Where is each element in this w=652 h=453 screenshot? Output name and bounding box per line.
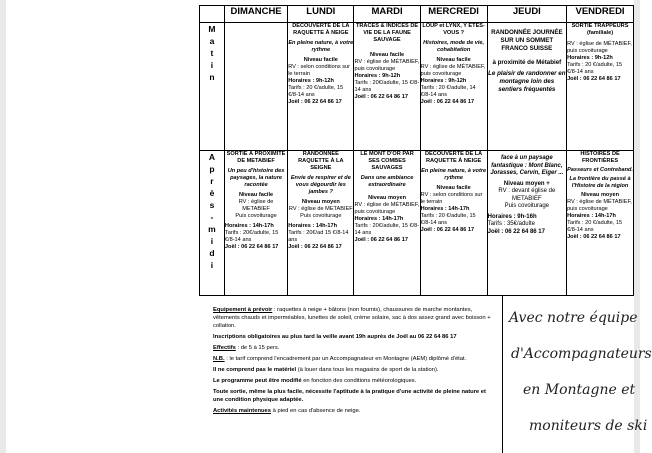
cell-dimanche-apres-midi: SORTIE À PROXIMITÉ DE METABIEF Un peu d'histoire des paysages, la nature racontée Niveau facile RV : église de METABIEF Puis covoiturage Horaires : 14h-17h Tarifs : 20€/adulte, 15 €/8-14 ans Joël : 06 22 64 86 17 bbox=[224, 151, 287, 296]
script-line: moniteurs de ski bbox=[529, 418, 648, 434]
programme-bold: Le programme peut être modifié bbox=[213, 378, 302, 384]
script-line: d'Accompagnateurs bbox=[511, 346, 652, 362]
nb-text: : le tarif comprend l'encadrement par un Accompagnateur en Montagne (AEM) diplômé d'état. bbox=[224, 356, 467, 362]
day-header: VENDREDI bbox=[567, 6, 634, 23]
activites-label: Activités maintenues bbox=[213, 408, 271, 414]
cell-mercredi-matin: LOUP et LYNX, Y ÊTES-VOUS ? Histoires, mode de vie, cohabitation Niveau facile RV : église de MÉTABIEF, puis covoiturage Horaires : 9h-12h Tarifs : 20 €/adulte, 14 €/8-14 ans Joël : 06 22 64 86 17 bbox=[420, 23, 487, 151]
inscriptions-text: Inscriptions obligatoires au plus tard la veille avant 19h auprès de Joël au 06 22 64 86 17 bbox=[213, 334, 457, 340]
effectifs-label: Effectifs bbox=[213, 345, 236, 351]
period-afternoon: A p r è s - m i d i bbox=[200, 151, 225, 296]
equip-label: Equipement à prévoir bbox=[213, 307, 273, 313]
period-morning: M a t i n bbox=[200, 23, 225, 151]
script-text-block bbox=[503, 296, 652, 453]
day-header: MARDI bbox=[354, 6, 420, 23]
activites-text: à pied en cas d'absence de neige. bbox=[271, 408, 361, 414]
day-header: JEUDI bbox=[487, 6, 566, 23]
corner-cell bbox=[200, 6, 225, 23]
cell-mercredi-apres-midi: DÉCOUVERTE DE LA RAQUETTE À NEIGE En pleine nature, à votre rythme Niveau facile RV : selon conditions sur le terrain Horaires : 14h-17h Tarifs : 20 €/adulte, 15 €/8-14 ans Joël : 06 22 64 86 17 bbox=[420, 151, 487, 296]
nb-label: N.B. bbox=[213, 356, 225, 362]
script-line: Avec notre équipe bbox=[509, 310, 638, 326]
schedule-table bbox=[199, 5, 634, 296]
day-header: DIMANCHE bbox=[224, 6, 287, 23]
effectifs-text: : de 5 à 15 pers. bbox=[235, 345, 280, 351]
cell-lundi-apres-midi: RANDONNÉE RAQUETTE À LA SEIGNE Envie de respirer et de vous dégourdir les jambes ? Niveau moyen RV : église de METABIEF Puis covoiturage Horaires : 14h-17h Tarifs : 20€/ad 15 €/8-14 ans Joël : 06 22 64 86 17 bbox=[288, 151, 354, 296]
cell-mardi-apres-midi: LE MONT D'OR PAR SES COMBES SAUVAGES Dans une ambiance extraordinaire Niveau moyen RV : église de MÉTABIEF, puis covoiturage Horaires : 14h-17h Tarifs : 20€/adulte, 15 €/8-14 ans Joël : 06 22 64 86 17 bbox=[354, 151, 420, 296]
cell-jeudi-apres-midi: face à un paysage fantastique : Mont Blanc, Jorasses, Cervin, Eiger ... Niveau moyen + RV : devant église de METABIEF Puis covoiturage Horaires : 9h-16h Tarifs : 35€/adulte Joël : 06 22 64 86 17 bbox=[487, 151, 566, 296]
equip-text: : raquettes à neige + bâtons (non fournis), chaussures de marche montantes, vêtements chauds et imperméables, lunettes de soleil, crème solaire, sac à dos assez grand avec boisson + collation. bbox=[213, 307, 491, 329]
cell-lundi-matin: DÉCOUVERTE DE LA RAQUETTE À NEIGE En pleine nature, à votre rythme Niveau facile RV : selon conditions sur le terrain Horaires : 9h-12h Tarifs : 20 €/adulte, 15 €/8-14 ans Joël : 06 22 64 86 17 bbox=[288, 23, 354, 151]
page-edge-left bbox=[0, 0, 6, 453]
cell-jeudi-matin: RANDONNÉE JOURNÉE SUR UN SOMMET FRANCO SUISSE à proximité de Métabief Le plaisir de randonner en montagne loin des sentiers fréquentés bbox=[487, 23, 566, 151]
cell-mardi-matin: TRACES & INDICES DE VIE DE LA FAUNE SAUVAGE Niveau facile RV : église de MÉTABIEF, puis covoiturage Horaires : 9h-12h Tarifs : 20€/adulte, 15 €/8-14 ans Joël : 06 22 64 86 17 bbox=[354, 23, 420, 151]
script-line: en Montagne et bbox=[523, 382, 636, 398]
cell-vendredi-apres-midi: HISTOIRES DE FRONTIÈRES Passeurs et Contreband. La frontière du passé à l'Histoire de la région Niveau moyen RV : église de MÉTABIEF, puis covoiturage Horaires : 14h-17h Tarifs : 20 €/adulte, 15 €/8-14 ans Joël : 06 22 64 86 17 bbox=[567, 151, 634, 296]
materiel-bold: Il ne comprend pas le matériel bbox=[213, 367, 297, 373]
day-header: MERCREDI bbox=[420, 6, 487, 23]
sortie-text: Toute sortie, même la plus facile, nécessite l'aptitude à la pratique d'une activité de pleine nature et une condition physique adaptée. bbox=[213, 389, 486, 403]
materiel-text: (à louer dans tous les magasins de sport de la station). bbox=[296, 367, 439, 373]
programme-text: en fonction des conditions météorologiques. bbox=[301, 378, 417, 384]
cell-vendredi-matin: SORTIE TRAPPEURS (familiale) RV : église de MÉTABIEF, puis covoiturage Horaires : 9h-12h Tarifs : 20 €/adulte, 15 €/8-14 ans Joël : 06 22 64 86 17 bbox=[567, 23, 634, 151]
practical-info bbox=[213, 306, 496, 418]
schedule-clip bbox=[199, 5, 634, 295]
cell-dimanche-matin bbox=[224, 23, 287, 151]
day-header: LUNDI bbox=[288, 6, 354, 23]
